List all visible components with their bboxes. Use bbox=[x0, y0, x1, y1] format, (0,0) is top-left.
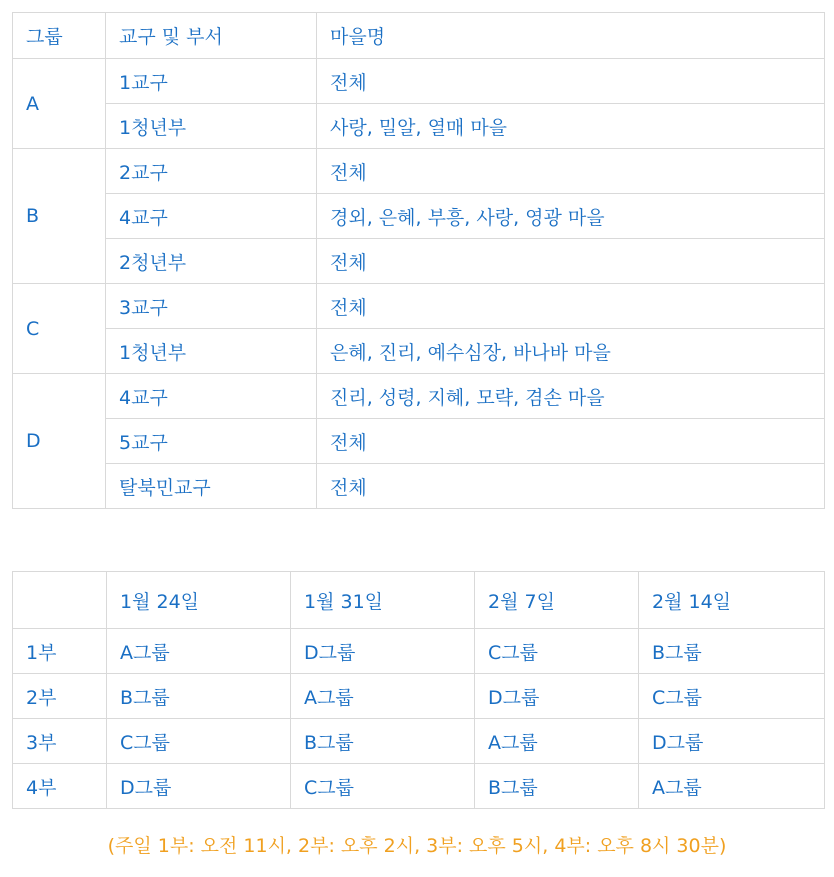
group-name-cell: A bbox=[13, 59, 106, 149]
group-table-row bbox=[13, 104, 825, 149]
schedule-group-cell: B그룹 bbox=[639, 629, 825, 674]
villages-cell: 전체 bbox=[317, 464, 825, 509]
group-table-body bbox=[13, 13, 825, 509]
date-header: 1월 31일 bbox=[291, 572, 475, 629]
dept-cell: 1교구 bbox=[106, 59, 317, 104]
group-name-cell: C bbox=[13, 284, 106, 374]
header-villages: 마을명 bbox=[317, 13, 825, 59]
schedule-row bbox=[13, 764, 825, 809]
schedule-group-cell: C그룹 bbox=[291, 764, 475, 809]
group-table-row bbox=[13, 284, 825, 329]
schedule-row bbox=[13, 674, 825, 719]
villages-cell: 전체 bbox=[317, 149, 825, 194]
group-table-row bbox=[13, 59, 825, 104]
schedule-group-cell: C그룹 bbox=[639, 674, 825, 719]
service-times-note: (주일 1부: 오전 11시, 2부: 오후 2시, 3부: 오후 5시, 4부: 오후 8시 30분) bbox=[107, 835, 727, 857]
dept-cell: 2청년부 bbox=[106, 239, 317, 284]
villages-cell: 전체 bbox=[317, 59, 825, 104]
group-table-row bbox=[13, 419, 825, 464]
schedule-group-cell: A그룹 bbox=[291, 674, 475, 719]
schedule-group-cell: D그룹 bbox=[475, 674, 639, 719]
group-table-row bbox=[13, 149, 825, 194]
villages-cell: 사랑, 밀알, 열매 마을 bbox=[317, 104, 825, 149]
header-dept: 교구 및 부서 bbox=[106, 13, 317, 59]
group-name-cell: B bbox=[13, 149, 106, 284]
villages-cell: 전체 bbox=[317, 419, 825, 464]
schedule-header-empty bbox=[13, 572, 107, 629]
schedule-group-cell: B그룹 bbox=[475, 764, 639, 809]
service-label-cell: 3부 bbox=[13, 719, 107, 764]
schedule-row bbox=[13, 629, 825, 674]
schedule-group-cell: C그룹 bbox=[107, 719, 291, 764]
dept-cell: 1청년부 bbox=[106, 104, 317, 149]
schedule-group-cell: B그룹 bbox=[291, 719, 475, 764]
villages-cell: 전체 bbox=[317, 284, 825, 329]
group-table-row bbox=[13, 329, 825, 374]
schedule-group-cell: D그룹 bbox=[107, 764, 291, 809]
group-table-header-row bbox=[13, 13, 825, 59]
group-table-row bbox=[13, 464, 825, 509]
group-name-cell: D bbox=[13, 374, 106, 509]
date-header: 2월 14일 bbox=[639, 572, 825, 629]
villages-cell: 경외, 은혜, 부흥, 사랑, 영광 마을 bbox=[317, 194, 825, 239]
header-group: 그룹 bbox=[13, 13, 106, 59]
dept-cell: 2교구 bbox=[106, 149, 317, 194]
date-header: 1월 24일 bbox=[107, 572, 291, 629]
service-label-cell: 4부 bbox=[13, 764, 107, 809]
schedule-group-cell: D그룹 bbox=[639, 719, 825, 764]
service-label-cell: 1부 bbox=[13, 629, 107, 674]
villages-cell: 전체 bbox=[317, 239, 825, 284]
schedule-table-body bbox=[13, 572, 825, 809]
schedule-group-cell: C그룹 bbox=[475, 629, 639, 674]
schedule-group-cell: A그룹 bbox=[107, 629, 291, 674]
dept-cell: 3교구 bbox=[106, 284, 317, 329]
villages-cell: 진리, 성령, 지혜, 모략, 겸손 마을 bbox=[317, 374, 825, 419]
dept-cell: 1청년부 bbox=[106, 329, 317, 374]
dept-cell: 5교구 bbox=[106, 419, 317, 464]
dept-cell: 탈북민교구 bbox=[106, 464, 317, 509]
villages-cell: 은혜, 진리, 예수심장, 바나바 마을 bbox=[317, 329, 825, 374]
date-header: 2월 7일 bbox=[475, 572, 639, 629]
group-table-row bbox=[13, 239, 825, 284]
group-assignment-table bbox=[12, 12, 825, 509]
schedule-group-cell: A그룹 bbox=[639, 764, 825, 809]
schedule-group-cell: D그룹 bbox=[291, 629, 475, 674]
group-table-row bbox=[13, 194, 825, 239]
dept-cell: 4교구 bbox=[106, 194, 317, 239]
service-label-cell: 2부 bbox=[13, 674, 107, 719]
schedule-row bbox=[13, 719, 825, 764]
schedule-group-cell: A그룹 bbox=[475, 719, 639, 764]
dept-cell: 4교구 bbox=[106, 374, 317, 419]
group-table-row bbox=[13, 374, 825, 419]
schedule-group-cell: B그룹 bbox=[107, 674, 291, 719]
schedule-header-row bbox=[13, 572, 825, 629]
service-schedule-table bbox=[12, 571, 825, 809]
